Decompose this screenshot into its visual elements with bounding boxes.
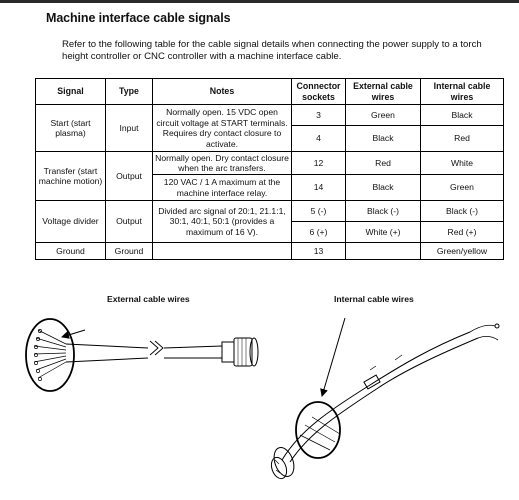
external-wire-ends — [34, 329, 66, 380]
socket-cell: 4 — [292, 126, 346, 152]
external-cable-drawing — [26, 319, 258, 391]
external-cable-label: External cable wires — [107, 294, 190, 304]
external-cable-jacket — [66, 344, 148, 362]
notes-cell: Normally open. 15 VDC open circuit voltage at START terminals. Requires dry contact closure to activate. — [153, 105, 292, 152]
type-cell: Input — [106, 105, 153, 152]
header-notes: Notes — [153, 79, 292, 105]
internal-wire-cell: Green — [421, 175, 504, 201]
socket-cell: 14 — [292, 175, 346, 201]
external-wire-cell: Black — [346, 175, 421, 201]
table-row — [36, 152, 504, 175]
notes-cell: Divided arc signal of 20:1, 21.1:1, 30:1, 40:1, 50:1 (provides a maximum of 16 V). — [153, 201, 292, 243]
table-row — [36, 243, 504, 260]
socket-cell: 3 — [292, 105, 346, 126]
inline-clip — [364, 375, 380, 389]
table-row — [36, 201, 504, 222]
signal-cell: Ground — [36, 243, 106, 260]
cable-break-symbol — [150, 341, 163, 355]
socket-cell: 5 (-) — [292, 201, 346, 222]
socket-cell: 13 — [292, 243, 346, 260]
external-wire-cell: Green — [346, 105, 421, 126]
socket-cell: 12 — [292, 152, 346, 175]
header-signal: Signal — [36, 79, 106, 105]
internal-wire-cell: Green/yellow — [421, 243, 504, 260]
type-cell: Output — [106, 201, 153, 243]
notes-cell: Normally open. Dry contact closure when the arc transfers. — [153, 152, 292, 175]
internal-connector-face — [269, 455, 290, 480]
table-row — [36, 105, 504, 126]
internal-cable-drawing — [269, 318, 499, 481]
internal-label-arrow — [322, 318, 345, 396]
intro-paragraph: Refer to the following table for the cable signal details when connecting the power supply to a torch height controller or CNC controller with a machine interface cable. — [62, 39, 482, 62]
section-heading: Machine interface cable signals — [46, 11, 231, 25]
header-connector-sockets: Connector sockets — [292, 79, 346, 105]
internal-wire-cell: Red — [421, 126, 504, 152]
cable-illustration — [0, 300, 519, 500]
type-cell: Ground — [106, 243, 153, 260]
internal-wire-cell: Red (+) — [421, 222, 504, 243]
internal-wire-cell: Black — [421, 105, 504, 126]
internal-wire-cell: Black (-) — [421, 201, 504, 222]
signal-cell: Voltage divider — [36, 201, 106, 243]
table-header-row — [36, 79, 504, 105]
cable-signals-table — [35, 78, 504, 260]
external-wires-highlight-circle — [26, 319, 74, 391]
external-wire-cell — [346, 243, 421, 260]
external-wire-cell: White (+) — [346, 222, 421, 243]
connector-face — [250, 338, 258, 366]
top-border — [0, 0, 519, 3]
socket-cell: 6 (+) — [292, 222, 346, 243]
internal-wire-strands — [300, 417, 340, 450]
internal-cable-label: Internal cable wires — [334, 294, 414, 304]
external-wire-cell: Red — [346, 152, 421, 175]
signal-cell: Transfer (start machine motion) — [36, 152, 106, 201]
header-external-wires: External cable wires — [346, 79, 421, 105]
header-type: Type — [106, 79, 153, 105]
signal-cell: Start (start plasma) — [36, 105, 106, 152]
type-cell: Output — [106, 152, 153, 201]
external-wire-cell: Black — [346, 126, 421, 152]
connector-body — [234, 338, 252, 366]
notes-cell: 120 VAC / 1 A maximum at the machine interface relay. — [153, 175, 292, 201]
connector-boot — [222, 342, 234, 362]
internal-cable-main — [282, 332, 470, 460]
external-wire-cell: Black (-) — [346, 201, 421, 222]
notes-cell — [153, 243, 292, 260]
header-internal-wires: Internal cable wires — [421, 79, 504, 105]
internal-wire-cell: White — [421, 152, 504, 175]
external-label-arrow — [62, 330, 85, 337]
